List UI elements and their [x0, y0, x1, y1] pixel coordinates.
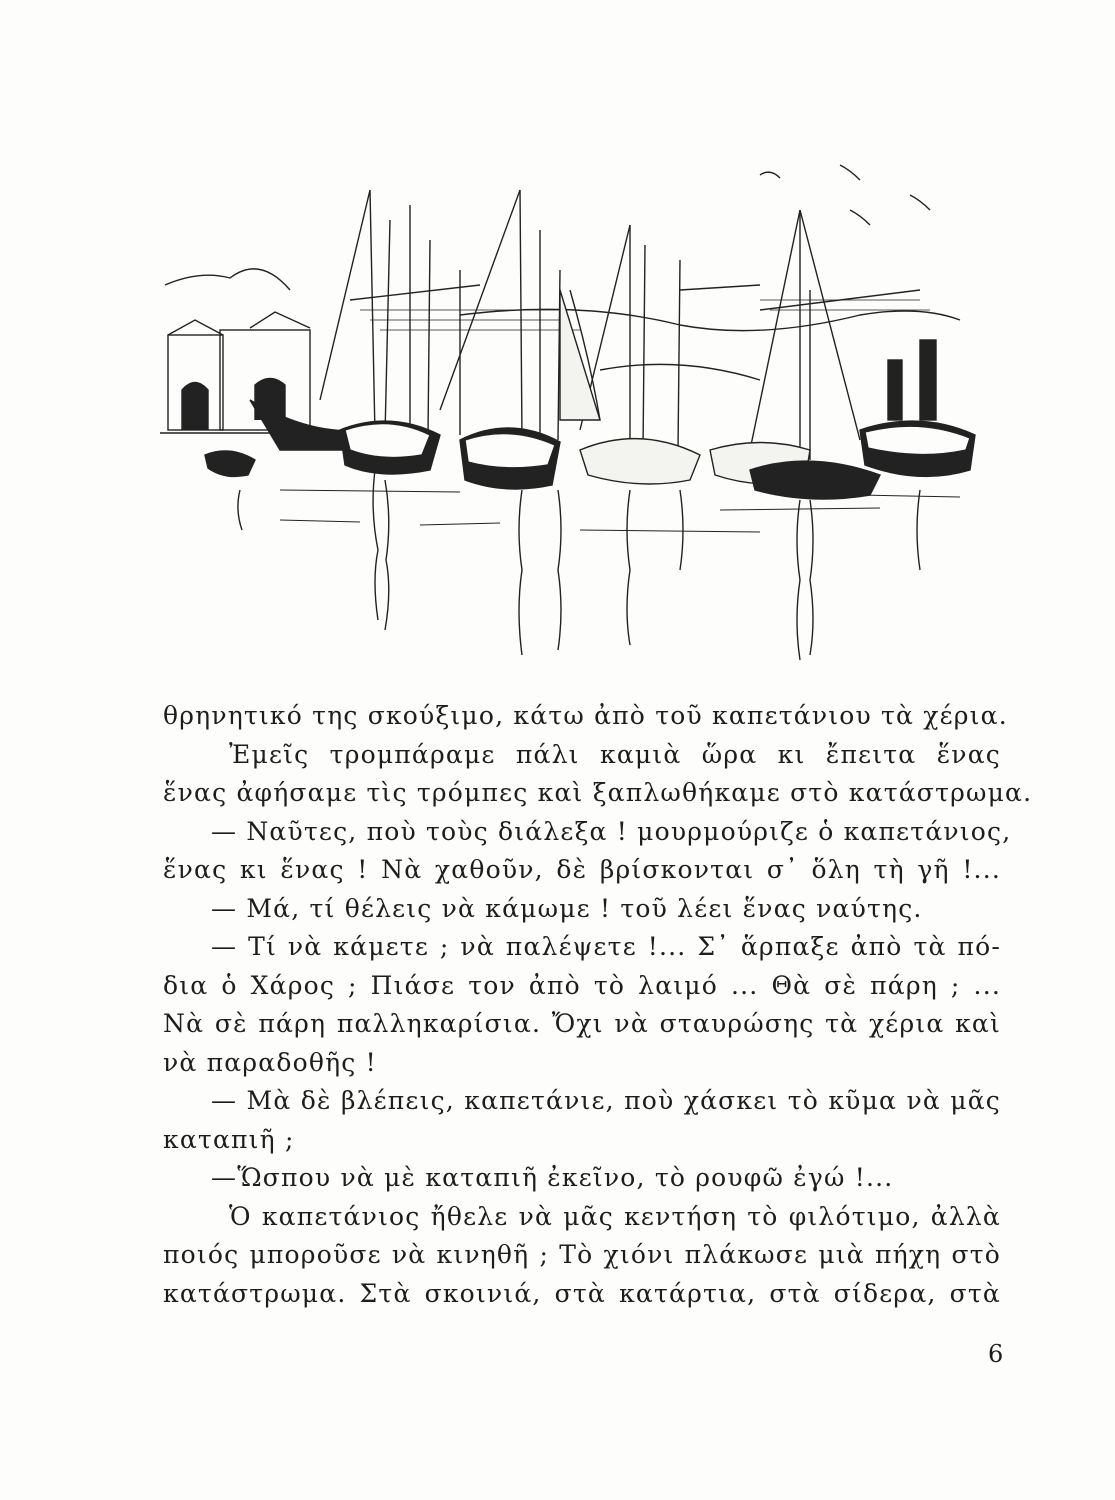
text-line: δια ὁ Χάρος ; Πιάσε τον ἀπὸ τὸ λαιμό ... Θὰ σὲ πάρη ; ... — [163, 970, 1001, 1000]
harbour-illustration — [160, 150, 990, 670]
body-text — [163, 697, 1033, 1313]
page-number: 6 — [988, 1340, 1004, 1368]
text-line: νὰ παραδοθῆς ! — [163, 1047, 377, 1077]
text-line: Νὰ σὲ πάρη παλληκαρίσια. Ὄχι νὰ σταυρώσης τὰ χέρια καὶ — [163, 1009, 1001, 1038]
text-line: ἕνας κι ἕνας ! Νὰ χαθοῦν, δὲ βρίσκονται σ᾽ ὅλη τὴ γῆ !... — [163, 855, 1001, 884]
text-line: —Ὥσπου νὰ μὲ καταπιῆ ἐκεῖνο, τὸ ρουφῶ ἐγώ !... — [211, 1163, 894, 1192]
text-line: ἕνας ἀφήσαμε τὶς τρόμπες καὶ ξαπλωθήκαμε στὸ κατάστρωμα. — [163, 778, 1033, 807]
text-line: καταπιῆ ; — [163, 1124, 295, 1154]
text-line: — Τί νὰ κάμετε ; νὰ παλέψετε !... Σ᾽ ἅρπαξε ἀπὸ τὰ πό- — [211, 932, 1001, 961]
text-line: — Ναῦτες, ποὺ τοὺς διάλεξα ! μουρμούριζε ὁ καπετάνιος, — [211, 816, 1012, 846]
text-line: κατάστρωμα. Στὰ σκοινιά, στὰ κατάρτια, στὰ σίδερα, στὰ — [163, 1278, 1001, 1308]
text-line: — Μὰ δὲ βλέπεις, καπετάνιε, ποὺ χάσκει τὸ κῦμα νὰ μᾶς — [211, 1086, 1001, 1115]
text-line: ποιός μποροῦσε νὰ κινηθῆ ; Τὸ χιόνι πλάκωσε μιὰ πήχη στὸ — [163, 1240, 1001, 1269]
text-line: Ἐμεῖς τρομπάραμε πάλι καμιὰ ὥρα κι ἔπειτα ἕνας — [229, 739, 1001, 769]
text-line: θρηνητικό της σκούξιμο, κάτω ἀπὸ τοῦ καπετάνιου τὰ χέρια. — [163, 701, 1008, 730]
text-line: Ὁ καπετάνιος ἤθελε νὰ μᾶς κεντήση τὸ φιλότιμο, ἀλλὰ — [229, 1201, 1001, 1231]
text-line: — Μά, τί θέλεις νὰ κάμωμε ! τοῦ λέει ἕνας ναύτης. — [211, 893, 923, 923]
